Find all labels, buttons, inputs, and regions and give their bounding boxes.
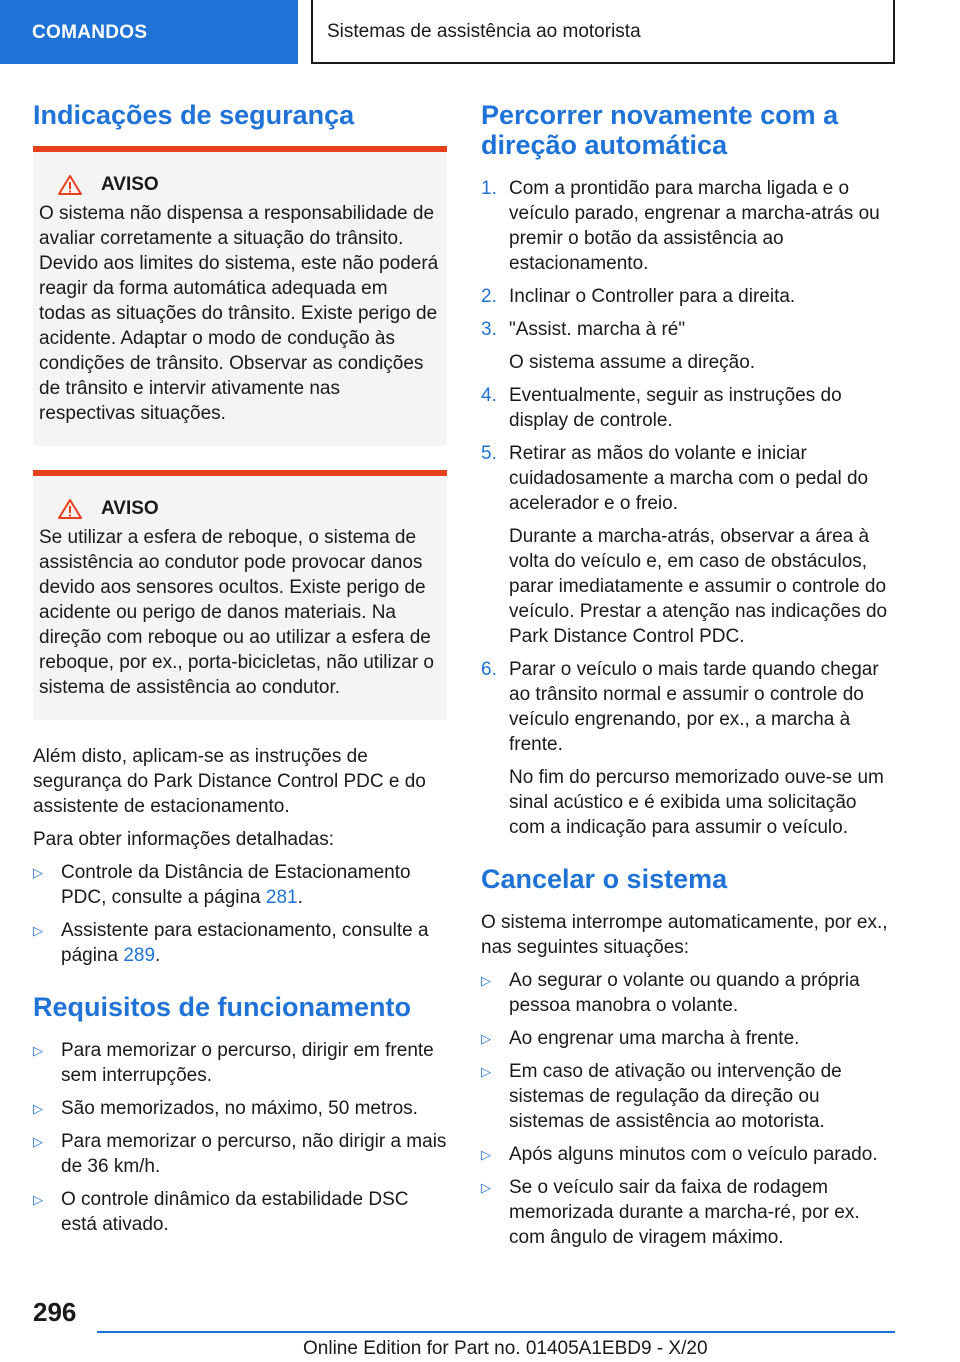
right-column	[481, 100, 897, 1258]
step-text: Inclinar o Controller para a direita.	[509, 286, 796, 307]
triangle-bullet-icon: ▷	[481, 1180, 491, 1195]
step-text: Parar o veículo o mais tarde quando chegar ao trânsito normal e assumir o controle do veículo engrenando, por ex., a marcha à frente.	[509, 659, 879, 755]
auto-steering-heading: Percorrer novamente com a direção automática	[481, 100, 839, 160]
step-text: Retirar as mãos do volante e iniciar cuidadosamente a marcha com o pedal do acelerador e o freio.	[509, 443, 869, 514]
list-item-text: Se o veículo sair da faixa de rodagem memorizada durante a marcha-ré, por ex. com ângulo de viragem máximo.	[509, 1177, 860, 1248]
list-item	[33, 1038, 447, 1088]
warning-label: AVISO	[101, 174, 159, 195]
list-item-text: Controle da Distância de Estacionamento PDC, consulte a página	[61, 862, 411, 908]
warning-header	[39, 172, 439, 197]
chapter-title: Sistemas de assistência ao motorista	[327, 20, 641, 42]
reference-list	[33, 860, 447, 968]
page-link[interactable]: 281	[265, 887, 298, 908]
list-item-end: .	[155, 945, 161, 966]
left-column	[33, 100, 447, 1245]
step-item	[481, 176, 897, 276]
step-note: O sistema assume a direção.	[509, 352, 756, 373]
footer-edition: Online Edition for Part no. 01405A1EBD9 - X/20	[303, 1338, 708, 1359]
cancel-heading: Cancelar o sistema	[481, 864, 728, 894]
step-item	[481, 657, 897, 840]
list-item-text: Para memorizar o percurso, não dirigir a mais de 36 km/h.	[61, 1131, 447, 1177]
list-item	[481, 1142, 897, 1167]
triangle-bullet-icon: ▷	[33, 1134, 43, 1149]
triangle-bullet-icon: ▷	[481, 1064, 491, 1079]
warning-triangle-icon	[57, 174, 83, 196]
step-item	[481, 284, 897, 309]
warning-text: Se utilizar a esfera de reboque, o sistema de assistência ao condutor pode provocar danos devido aos sensores ocultos. Existe perigo de acidente ou perigo de danos materiais. Na direção com reboque ou ao utilizar a esfera de reboque, por ex., porta-bicicletas, não utilizar o sistema de assistência ao condutor.	[39, 527, 434, 698]
step-item	[481, 317, 897, 375]
triangle-bullet-icon: ▷	[481, 973, 491, 988]
warning-label: AVISO	[101, 498, 159, 519]
page-number: 296	[33, 1297, 77, 1327]
list-item-text: Para memorizar o percurso, dirigir em frente sem interrupções.	[61, 1040, 434, 1086]
list-item	[481, 968, 897, 1018]
list-item	[481, 1026, 897, 1051]
warning-triangle-icon	[57, 498, 83, 520]
warning-box	[33, 146, 447, 446]
step-text: Eventualmente, seguir as instruções do display de controle.	[509, 385, 842, 431]
list-item	[33, 918, 447, 968]
chapter-header	[311, 0, 895, 64]
list-item	[33, 1096, 447, 1121]
cancel-list	[481, 968, 897, 1250]
list-item	[33, 1187, 447, 1237]
requirements-list	[33, 1038, 447, 1237]
list-item	[33, 860, 447, 910]
safety-heading: Indicações de segurança	[33, 100, 355, 130]
step-number: 3.	[481, 319, 497, 340]
step-item	[481, 441, 897, 649]
steps-list	[481, 176, 897, 840]
list-item-end: .	[297, 887, 303, 908]
step-item	[481, 383, 897, 433]
warning-text: O sistema não dispensa a responsabilidade de avaliar corretamente a situação do trânsito. Devido aos limites do sistema, este não poderá reagir da forma automática adequada em todas as situações do trânsito. Existe perigo de acidente. Adaptar o modo de condução às condições de trânsito. Observar as condições de trânsito e intervir ativamente nas respectivas situações.	[39, 203, 439, 424]
footer-divider	[97, 1331, 895, 1333]
paragraph: Além disto, aplicam-se as instruções de segurança do Park Distance Control PDC e do assistente de estacionamento.	[33, 746, 426, 817]
section-title: COMANDOS	[32, 21, 148, 43]
triangle-bullet-icon: ▷	[481, 1147, 491, 1162]
step-text: Com a prontidão para marcha ligada e o veículo parado, engrenar a marcha-atrás ou premir o botão da assistência ao estacionamento.	[509, 178, 880, 274]
list-item-text: Após alguns minutos com o veículo parado.	[509, 1144, 878, 1165]
step-number: 2.	[481, 286, 497, 307]
list-item	[481, 1059, 897, 1134]
warning-box	[33, 470, 447, 720]
paragraph: Para obter informações detalhadas:	[33, 829, 335, 850]
step-number: 6.	[481, 659, 497, 680]
requirements-heading: Requisitos de funcionamento	[33, 992, 412, 1022]
triangle-bullet-icon: ▷	[33, 1043, 43, 1058]
list-item-text: O controle dinâmico da estabilidade DSC está ativado.	[61, 1189, 409, 1235]
page-link[interactable]: 289	[123, 945, 156, 966]
triangle-bullet-icon: ▷	[33, 923, 43, 938]
triangle-bullet-icon: ▷	[33, 865, 43, 880]
list-item-text: São memorizados, no máximo, 50 metros.	[61, 1098, 418, 1119]
list-item-text: Assistente para estacionamento, consulte a página	[61, 920, 429, 966]
step-number: 4.	[481, 385, 497, 406]
step-note: No fim do percurso memorizado ouve-se um sinal acústico e é exibida uma solicitação com a indicação para assumir o veículo.	[509, 767, 884, 838]
list-item-text: Ao engrenar uma marcha à frente.	[509, 1028, 800, 1049]
warning-header	[39, 496, 439, 521]
step-number: 5.	[481, 443, 497, 464]
list-item	[33, 1129, 447, 1179]
triangle-bullet-icon: ▷	[481, 1031, 491, 1046]
list-item-text: Ao segurar o volante ou quando a própria pessoa manobra o volante.	[509, 970, 860, 1016]
list-item	[481, 1175, 897, 1250]
list-item-text: Em caso de ativação ou intervenção de sistemas de regulação da direção ou sistemas de assistência ao motorista.	[509, 1061, 842, 1132]
step-text: "Assist. marcha à ré"	[509, 319, 686, 340]
triangle-bullet-icon: ▷	[33, 1101, 43, 1116]
paragraph: O sistema interrompe automaticamente, por ex., nas seguintes situações:	[481, 912, 888, 958]
step-number: 1.	[481, 178, 497, 199]
section-tab	[0, 0, 298, 64]
triangle-bullet-icon: ▷	[33, 1192, 43, 1207]
step-note: Durante a marcha-atrás, observar a área à volta do veículo e, em caso de obstáculos, parar imediatamente e assumir o controle do veículo. Prestar a atenção nas indicações do Park Distance Control PDC.	[509, 526, 888, 647]
